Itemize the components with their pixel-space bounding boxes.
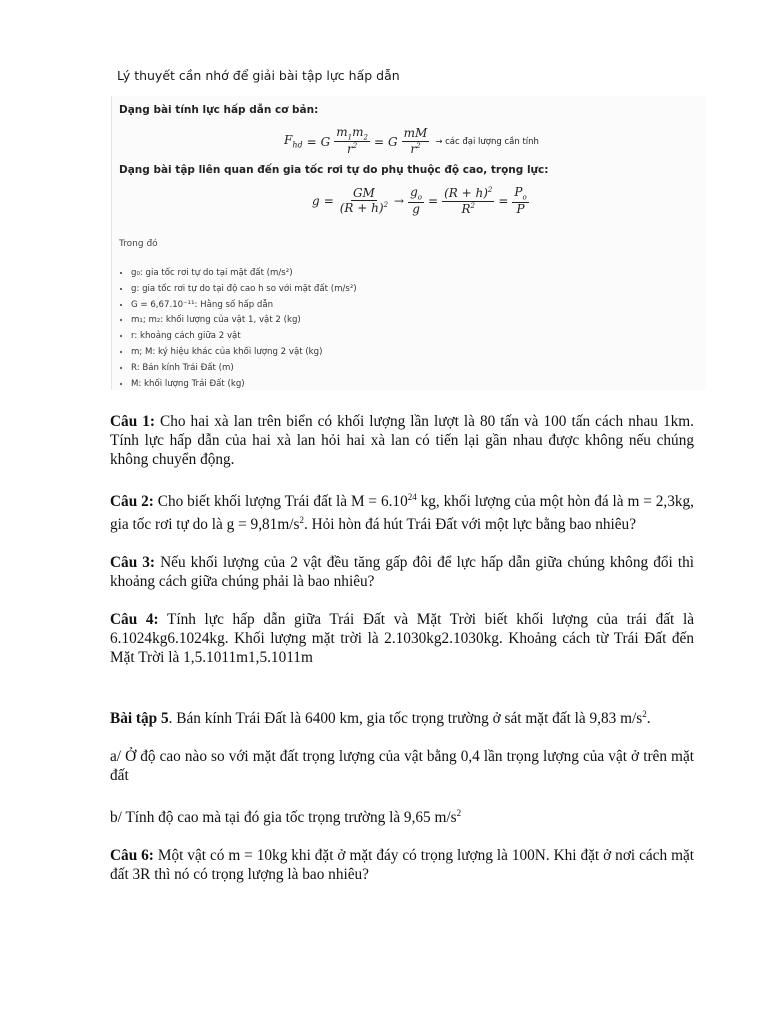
section-heading-gravity-acceleration: Dạng bài tập liên quan đến gia tốc rơi tự do phụ thuộc độ cao, trọng lực: bbox=[119, 164, 549, 176]
question-1: Câu 1: Cho hai xà lan trên biển có khối lượng lần lượt là 80 tấn và 100 tấn cách nhau 1km. Tính lực hấp dẫn của hai xà lan hỏi hai xà lan có tiến lại gần nhau được không nếu chúng không chuyển động. bbox=[110, 413, 694, 468]
section-heading-basic: Dạng bài tính lực hấp dẫn cơ bản: bbox=[119, 104, 319, 116]
list-item: • R: Bán kính Trái Đất (m) bbox=[131, 361, 357, 377]
question-5: Bài tập 5. Bán kính Trái Đất là 6400 km, gia tốc trọng trường ở sát mặt đất là 9,83 $m/s^2$. bbox=[110, 709, 651, 728]
where-label: Trong đó bbox=[119, 239, 158, 249]
list-item: • m; M: ký hiệu khác của khối lượng 2 vật (kg) bbox=[131, 345, 357, 361]
gravity-force-formula: $F_{hd}$ = G $\frac{m_1m_2}{r^2}$ = G $\frac{mM}{r^2}$ → các đại lượng cần tính bbox=[284, 125, 539, 157]
list-item: • g: gia tốc rơi tự do tại độ cao h so với mặt đất (m/s²) bbox=[131, 282, 357, 298]
list-item: • m₁; m₂: khối lượng của vật 1, vật 2 (kg) bbox=[131, 313, 357, 329]
list-item: • g₀: gia tốc rơi tự do tại mặt đất (m/s²) bbox=[131, 266, 357, 282]
question-3: Câu 3: Nếu khối lượng của 2 vật đều tăng gấp đôi để lực hấp dẫn giữa chúng không đổi thì khoảng cách giữa chúng phải là bao nhiêu? bbox=[110, 554, 694, 591]
exercise-body bbox=[110, 412, 694, 884]
question-5a: a/ Ở độ cao nào so với mặt đất trọng lượng của vật bằng 0,4 lần trọng lượng của vật ở trên mặt đất bbox=[110, 748, 694, 785]
page-title: Lý thuyết cần nhớ để giải bài tập lực hấp dẫn bbox=[117, 68, 400, 83]
question-4: Câu 4: Tính lực hấp dẫn giữa Trái Đất và Mặt Trời biết khối lượng của trái đất là 6.1024kg6.1024kg. Khối lượng mặt trời là 2.1030kg2.1030kg. Khoảng cách từ Trái Đất đến Mặt Trời là 1,5.1011m1,5.1011m bbox=[110, 611, 694, 667]
list-item: • M: khối lượng Trái Đất (kg) bbox=[131, 377, 357, 393]
gravity-acceleration-formula: g = $\frac{GM}{(R + h)^2}$ → $\frac{g_o}{g}$ = $\frac{(R + h)^2}{R^2}$ = $\frac{P_o}{P}$ bbox=[312, 185, 527, 216]
question-2: Câu 2: Cho biết khối lượng Trái đất là $M = 6.10^{24}$ kg, khối lượng của một hòn đá là m = 2,3kg, gia tốc rơi tự do là $g = 9,81m/s^2$. Hỏi hòn đá hút Trái Đất với một lực bằng bao nhiêu? bbox=[110, 492, 695, 534]
list-item: • r: khoảng cách giữa 2 vật bbox=[131, 329, 357, 345]
question-6: Câu 6: Một vật có m = 10kg khi đặt ở mặt đáy có trọng lượng là 100N. Khi đặt ở nơi cách mặt đất 3R thì nó có trọng lượng là bao nhiêu? bbox=[110, 847, 695, 884]
list-item: • G = 6,67.10⁻¹¹: Hằng số hấp dẫn bbox=[131, 298, 357, 314]
definition-list bbox=[119, 266, 357, 392]
theory-image bbox=[111, 96, 706, 390]
question-5b: b/ Tính độ cao mà tại đó gia tốc trọng trường là 9,65 $m/s^2$ bbox=[110, 808, 462, 827]
